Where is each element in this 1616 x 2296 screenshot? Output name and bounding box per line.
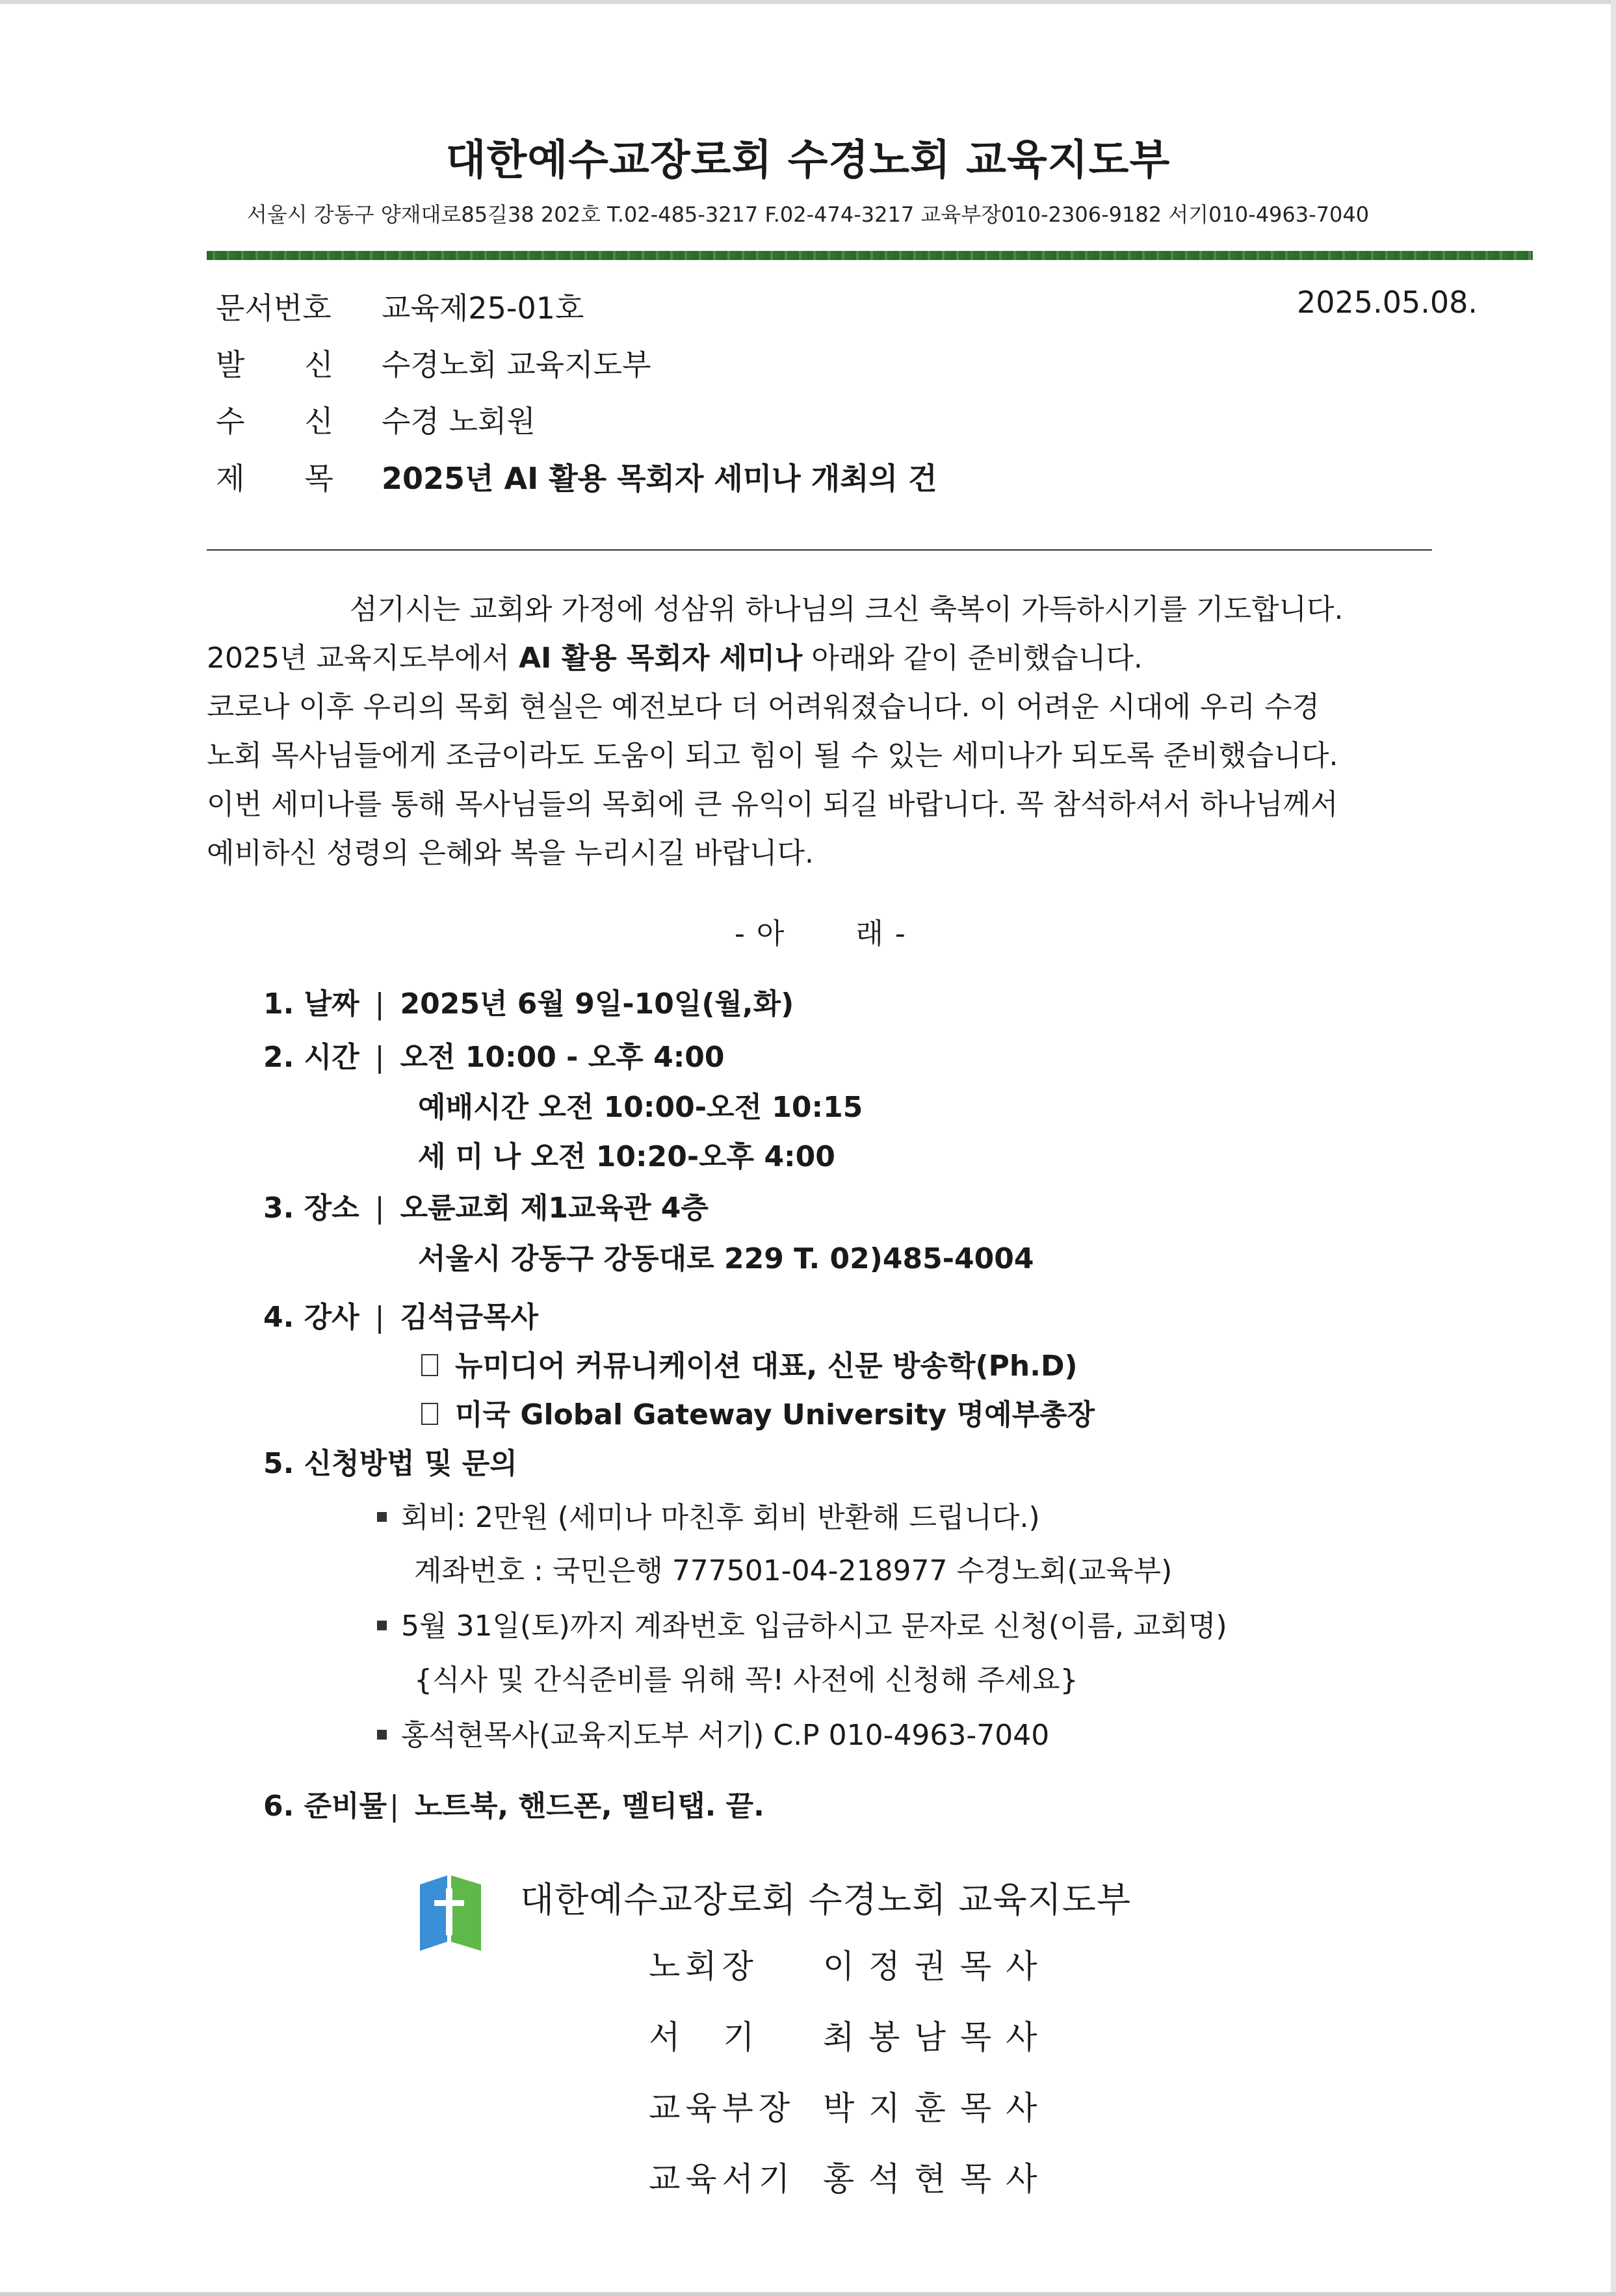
item-speaker (263, 1294, 538, 1335)
recipient-row (216, 398, 536, 441)
subject-label: 제 목 (216, 461, 333, 496)
scan-edge-bottom (0, 2292, 1616, 2296)
letterhead-divider (207, 251, 1533, 260)
church-cross-logo-icon (420, 1875, 481, 1951)
fee-text: 회비: 2만원 (세미나 마친후 회비 반환해 드립니다.) (401, 1501, 1040, 1534)
signatory-name: 이정권목사 (823, 1948, 1052, 1985)
signatory-row (649, 2082, 1052, 2129)
separator: | (374, 987, 385, 1021)
contact-line (377, 1712, 1049, 1753)
sender-label: 발 신 (216, 347, 333, 382)
body-line (207, 634, 1468, 683)
header-divider (207, 549, 1432, 551)
item-place-address: 서울시 강동구 강동대로 229 T. 02)485-4004 (418, 1242, 1034, 1275)
signatory-title: 교육서기 (649, 2160, 796, 2198)
contact-text: 홍석현목사(교육지도부 서기) C.P 010-4963-7040 (401, 1719, 1050, 1752)
recipient: 수경 노회원 (382, 404, 536, 439)
body-text: 아래와 같이 준비했습니다. (802, 642, 1143, 675)
subject: 2025년 AI 활용 목회자 세미나 개최의 건 (382, 461, 937, 496)
seminar-name: AI 활용 목회자 세미나 (518, 642, 803, 675)
doc-number: 교육제25-01호 (382, 291, 584, 326)
separator: | (374, 1192, 385, 1225)
separator: | (389, 1790, 399, 1823)
deadline-text: 5월 31일(토)까지 계좌번호 입금하시고 문자로 신청(이름, 교회명) (401, 1610, 1227, 1643)
item-date-label: 1. 날짜 (263, 987, 359, 1021)
body-line: 예비하신 성령의 은혜와 복을 누리시길 바랍니다. (207, 837, 814, 870)
body-line: 섬기시는 교회와 가정에 성삼위 하나님의 크신 축복이 가득하시기를 기도합니다. (350, 593, 1344, 626)
subject-row (216, 455, 937, 498)
square-bullet-icon (377, 1730, 387, 1740)
doc-number-row (216, 285, 584, 328)
item-speaker-label: 4. 강사 (263, 1301, 359, 1334)
speaker-bio-2 (421, 1391, 1095, 1433)
details-heading: - 아 래 - (735, 917, 907, 950)
scan-edge-right (1611, 0, 1616, 2296)
signatory-title: 노회장 (649, 1948, 759, 1985)
item-speaker-value: 김석금목사 (400, 1301, 539, 1334)
deadline-note: {식사 및 간식준비를 위해 꼭! 사전에 신청해 주세요} (414, 1663, 1078, 1697)
account-line: 계좌번호 : 국민은행 777501-04-218977 수경노회(교육부) (414, 1554, 1173, 1587)
doc-date: 2025.05.08. (1297, 285, 1478, 320)
box-bullet-icon (421, 1354, 438, 1376)
box-bullet-icon (421, 1403, 438, 1425)
sender: 수경노회 교육지도부 (382, 347, 651, 382)
item-date-value: 2025년 6월 9일-10일(월,화) (400, 987, 794, 1021)
scan-edge-top (0, 0, 1616, 4)
signatory-name: 홍석현목사 (823, 2160, 1052, 2198)
separator: | (374, 1301, 385, 1334)
body-line: 코로나 이후 우리의 목회 현실은 예전보다 더 어려워졌습니다. 이 어려운 시대에 우리 수경 (207, 690, 1320, 724)
signatory-row (649, 2011, 1052, 2058)
separator: | (374, 1041, 385, 1074)
item-time-seminar: 세 미 나 오전 10:20-오후 4:00 (418, 1140, 835, 1173)
signatory-title: 교육부장 (649, 2089, 796, 2127)
item-prep (263, 1782, 764, 1824)
item-time-value: 오전 10:00 - 오후 4:00 (400, 1041, 725, 1074)
body-text: 2025년 교육지도부에서 (207, 642, 519, 675)
item-date (263, 980, 794, 1022)
deadline-line (377, 1602, 1227, 1644)
letterhead-address: 서울시 강동구 양재대로85길38 202호 T.02-485-3217 F.02-474-3217 교육부장010-2306-9182 서기010-4963-7040 (246, 202, 1370, 227)
square-bullet-icon (377, 1512, 387, 1522)
speaker-bio-1 (421, 1342, 1078, 1384)
square-bullet-icon (377, 1621, 387, 1630)
item-place (263, 1184, 709, 1226)
signatory-title: 서 기 (649, 2018, 760, 2056)
body-paragraph (207, 585, 1468, 878)
item-prep-label: 6. 준비물 (263, 1790, 387, 1823)
signatory-row (649, 2153, 1052, 2200)
letterhead-title: 대한예수교장로회 수경노회 교육지도부 (445, 137, 1171, 185)
item-place-value: 오륜교회 제1교육관 4층 (400, 1192, 709, 1225)
item-time-worship: 예배시간 오전 10:00-오전 10:15 (418, 1091, 863, 1124)
footer-org-name: 대한예수교장로회 수경노회 교육지도부 (520, 1879, 1132, 1920)
body-line: 이번 세미나를 통해 목사님들의 목회에 큰 유익이 되길 바랍니다. 꼭 참석하셔서 하나님께서 (207, 788, 1338, 821)
signatory-row (649, 1940, 1052, 1987)
body-line: 노회 목사님들에게 조금이라도 도움이 되고 힘이 될 수 있는 세미나가 되도록 준비했습니다. (207, 739, 1338, 772)
item-time-label: 2. 시간 (263, 1041, 359, 1074)
speaker-bio-text: 뉴미디어 커뮤니케이션 대표, 신문 방송학(Ph.D) (455, 1350, 1078, 1383)
item-apply-label: 5. 신청방법 및 문의 (263, 1447, 517, 1480)
item-time (263, 1034, 725, 1075)
recipient-label: 수 신 (216, 404, 333, 439)
fee-line (377, 1494, 1040, 1535)
signatory-name: 최봉남목사 (823, 2018, 1052, 2056)
speaker-bio-text: 미국 Global Gateway University 명예부총장 (455, 1398, 1095, 1431)
item-place-label: 3. 장소 (263, 1192, 359, 1225)
item-prep-value: 노트북, 핸드폰, 멜티탭. 끝. (415, 1790, 764, 1823)
signatory-name: 박지훈목사 (823, 2089, 1052, 2127)
sender-row (216, 341, 651, 384)
doc-number-label: 문서번호 (216, 291, 332, 326)
